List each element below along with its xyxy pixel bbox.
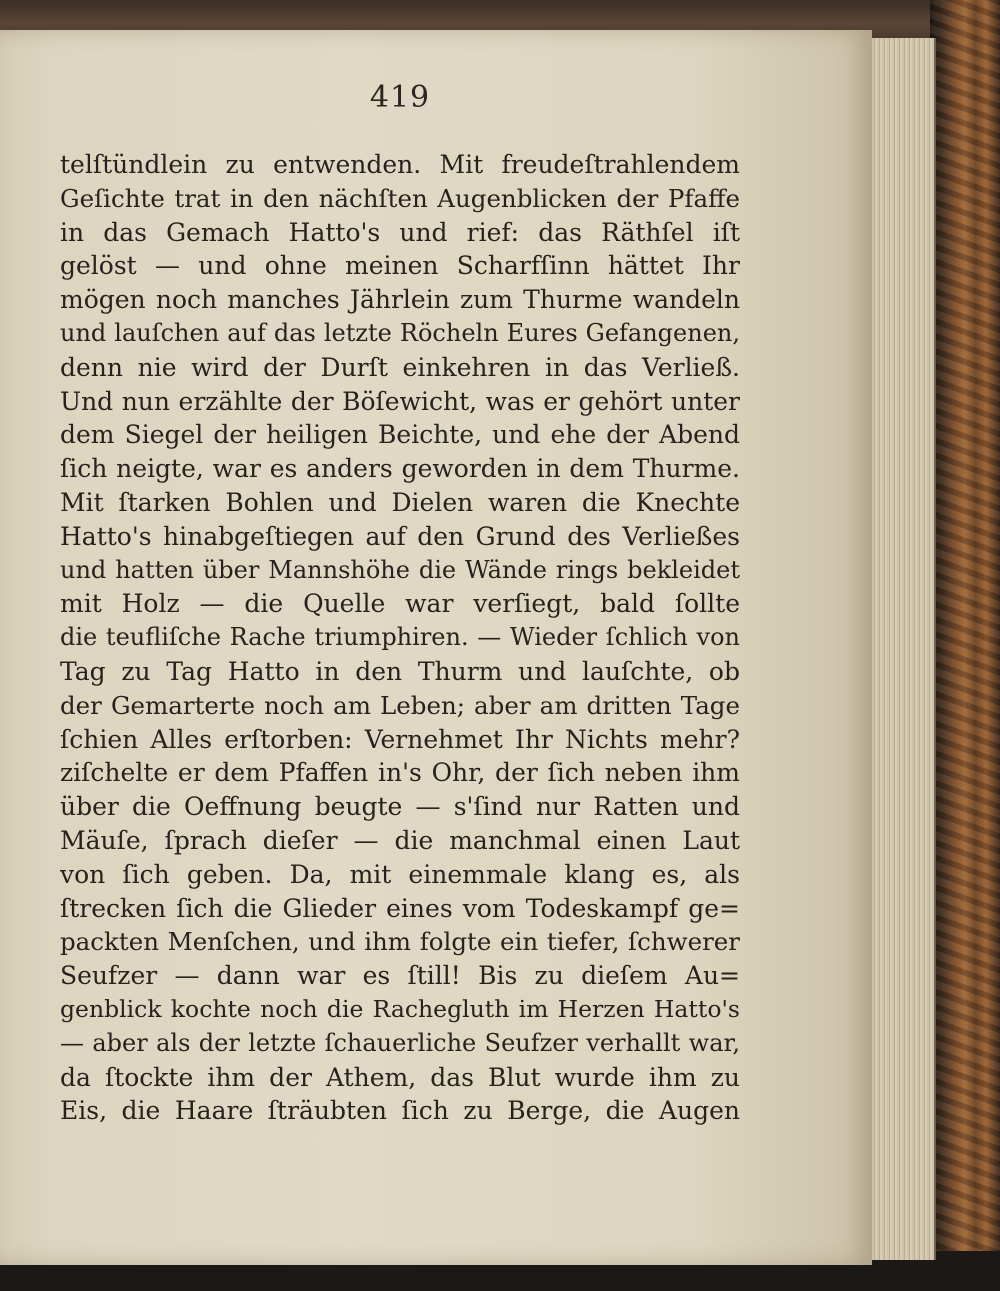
text-line: Mäuſe, ſprach dieſer — die manchmal einen Laut: [60, 825, 740, 855]
text-line: in das Gemach Hatto's und rief: das Räthſel iſt: [60, 217, 740, 247]
text-line: ziſchelte er dem Pfaffen in's Ohr, der ſich neben ihm: [60, 758, 740, 788]
book-page: [0, 30, 872, 1265]
text-line: die teufliſche Rache triumphiren. — Wieder ſchlich von: [60, 623, 740, 652]
text-line: und lauſchen auf das letzte Röcheln Eures Gefangenen,: [60, 318, 740, 347]
text-line: Mit ſtarken Bohlen und Dielen waren die Knechte: [60, 487, 740, 517]
text-line: genblick kochte noch die Rachegluth im Herzen Hatto's: [60, 994, 740, 1023]
text-line: mit Holz — die Quelle war verſiegt, bald ſollte: [60, 589, 740, 619]
text-line: Hatto's hinabgeſtiegen auf den Grund des Verließes: [60, 521, 740, 551]
text-line: Eis, die Haare ſträubten ſich zu Berge, die Augen: [60, 1096, 740, 1126]
text-line: ſchien Alles erſtorben: Vernehmet Ihr Nichts mehr?: [60, 724, 740, 754]
text-line: da ſtockte ihm der Athem, das Blut wurde ihm zu: [60, 1062, 740, 1092]
text-line: denn nie wird der Durſt einkehren in das Verließ.: [60, 352, 740, 382]
text-line: telſtündlein zu entwenden. Mit freudeſtrahlendem: [60, 150, 740, 179]
page-text: [60, 148, 740, 1128]
text-line: über die Oeffnung beugte — s'ſind nur Ratten und: [60, 792, 740, 822]
text-line: mögen noch manches Jährlein zum Thurme wandeln: [60, 285, 740, 315]
text-line: Und nun erzählte der Böſewicht, was er gehört unter: [60, 386, 740, 416]
text-line: Tag zu Tag Hatto in den Thurm und lauſchte, ob: [60, 656, 740, 686]
text-line: dem Siegel der heiligen Beichte, und ehe der Abend: [60, 420, 740, 450]
book-cover-marbled-edge: [930, 0, 1000, 1291]
text-line: und hatten über Mannshöhe die Wände rings bekleidet: [60, 555, 740, 584]
page-stack-edges: [862, 38, 936, 1260]
text-line: von ſich geben. Da, mit einemmale klang es, als: [60, 859, 740, 889]
page-number: 419: [369, 80, 431, 115]
text-line: Geſichte trat in den nächſten Augenblicken der Pfaffe: [60, 183, 740, 213]
text-line: ſtrecken ſich die Glieder eines vom Todeskampf ge=: [60, 893, 740, 923]
text-line: gelöst — und ohne meinen Scharfſinn hättet Ihr: [60, 251, 740, 281]
text-line: ſich neigte, war es anders geworden in dem Thurme.: [60, 454, 740, 484]
text-line: — aber als der letzte ſchauerliche Seufzer verhallt war,: [60, 1028, 740, 1057]
text-line: Seufzer — dann war es ſtill! Bis zu dieſem Au=: [60, 961, 740, 991]
text-line: packten Menſchen, und ihm folgte ein tiefer, ſchwerer: [60, 927, 740, 957]
text-line: der Gemarterte noch am Leben; aber am dritten Tage: [60, 690, 740, 720]
